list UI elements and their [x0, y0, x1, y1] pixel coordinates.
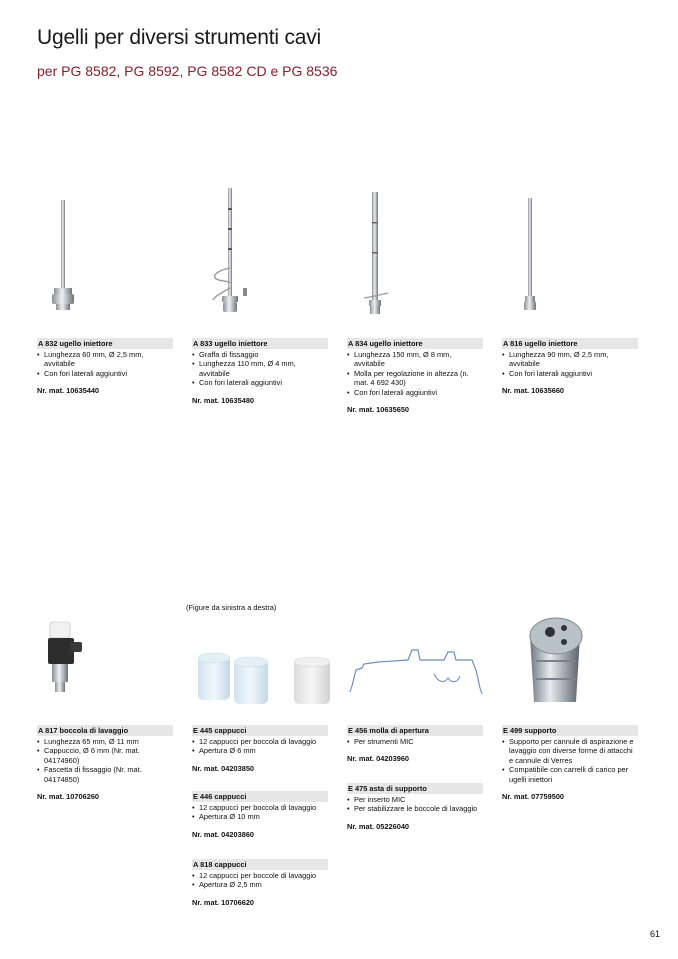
product-e445 [192, 725, 328, 773]
product-bullet: • Molla per regolazione in altezza (n. mat. 4 692 430) [347, 369, 483, 388]
product-title: E 456 molla di apertura [347, 725, 483, 736]
product-bullet: • Compatibile con carrelli di carico per ugelli iniettori [502, 765, 638, 784]
nozzle-a834-image [358, 192, 398, 322]
product-a818 [192, 859, 328, 907]
product-a833 [192, 338, 328, 405]
flushing-sleeve-a817-image [40, 620, 88, 700]
material-number: Nr. mat. 10635650 [347, 405, 410, 415]
material-number: Nr. mat. 10635660 [502, 386, 565, 396]
product-bullet: • Fascetta di fissaggio (Nr. mat. 04174850) [37, 765, 173, 784]
product-bullet: • Apertura Ø 10 mm [192, 812, 328, 821]
product-bullet: • Supporto per cannule di aspirazione e lavaggio con diverse forme di attacchi e cannule di Verres [502, 737, 638, 765]
product-title: A 834 ugello iniettore [347, 338, 483, 349]
product-title: A 833 ugello iniettore [192, 338, 328, 349]
product-bullet: • Cappuccio, Ø 6 mm (Nr. mat. 04174960) [37, 746, 173, 765]
product-e475 [347, 783, 483, 831]
product-e456 [347, 725, 483, 764]
opening-spring-image [348, 640, 488, 700]
product-bullet: • 12 cappucci per boccola di lavaggio [192, 803, 328, 812]
product-bullet: • Lunghezza 65 mm, Ø 11 mm [37, 737, 173, 746]
material-number: Nr. mat. 10635480 [192, 395, 255, 405]
product-bullet: • Con fori laterali aggiuntivi [502, 369, 638, 378]
product-title: E 499 supporto [502, 725, 638, 736]
material-number: Nr. mat. 10706620 [192, 897, 255, 907]
product-a834 [347, 338, 483, 414]
figure-note: (Figure da sinistra a destra) [186, 603, 277, 612]
product-bullet: • Lunghezza 60 mm, Ø 2,5 mm, avvitabile [37, 350, 173, 369]
material-number: Nr. mat. 04203850 [192, 763, 255, 773]
page-title: Ugelli per diversi strumenti cavi [37, 26, 321, 49]
nozzle-a833-image [205, 188, 255, 318]
product-e446 [192, 791, 328, 839]
product-bullet: • Per strumenti MIC [347, 737, 483, 746]
material-number: Nr. mat. 10635440 [37, 386, 100, 396]
product-bullet: • Con fori laterali aggiuntivi [347, 388, 483, 397]
nozzle-a816-image [515, 198, 545, 318]
product-title: A 816 ugello iniettore [502, 338, 638, 349]
nozzle-a832-image [48, 200, 78, 320]
product-title: A 817 boccola di lavaggio [37, 725, 173, 736]
product-a832 [37, 338, 173, 396]
product-a816 [502, 338, 638, 396]
product-bullet: • Per stabilizzare le boccole di lavaggio [347, 804, 483, 813]
material-number: Nr. mat. 04203960 [347, 754, 410, 764]
page-number: 61 [650, 929, 661, 939]
material-number: Nr. mat. 10706260 [37, 792, 100, 802]
product-bullet: • 12 cappucci per boccole di lavaggio [192, 871, 328, 880]
product-bullet: • Lunghezza 90 mm, Ø 2,5 mm, avvitabile [502, 350, 638, 369]
product-bullet: • Apertura Ø 2,5 mm [192, 880, 328, 889]
caps-image [196, 650, 336, 710]
product-bullet: • Per inserto MIC [347, 795, 483, 804]
material-number: Nr. mat. 05226040 [347, 821, 410, 831]
product-bullet: • Con fori laterali aggiuntivi [192, 378, 328, 387]
product-e499 [502, 725, 638, 801]
page-subtitle: per PG 8582, PG 8592, PG 8582 CD e PG 8536 [37, 63, 338, 79]
product-title: A 818 cappucci [192, 859, 328, 870]
product-bullet: • 12 cappucci per boccola di lavaggio [192, 737, 328, 746]
product-a817 [37, 725, 173, 801]
product-bullet: • Apertura Ø 6 mm [192, 746, 328, 755]
product-title: E 445 cappucci [192, 725, 328, 736]
product-title: E 475 asta di supporto [347, 783, 483, 794]
product-bullet: • Lunghezza 110 mm, Ø 4 mm, avvitabile [192, 359, 328, 378]
product-bullet: • Con fori laterali aggiuntivi [37, 369, 173, 378]
material-number: Nr. mat. 04203860 [192, 829, 255, 839]
product-bullet: • Graffa di fissaggio [192, 350, 328, 359]
product-title: A 832 ugello iniettore [37, 338, 173, 349]
material-number: Nr. mat. 07759500 [502, 792, 565, 802]
product-bullet: • Lunghezza 150 mm, Ø 8 mm, avvitabile [347, 350, 483, 369]
product-title: E 446 cappucci [192, 791, 328, 802]
support-e499-image [516, 616, 596, 706]
